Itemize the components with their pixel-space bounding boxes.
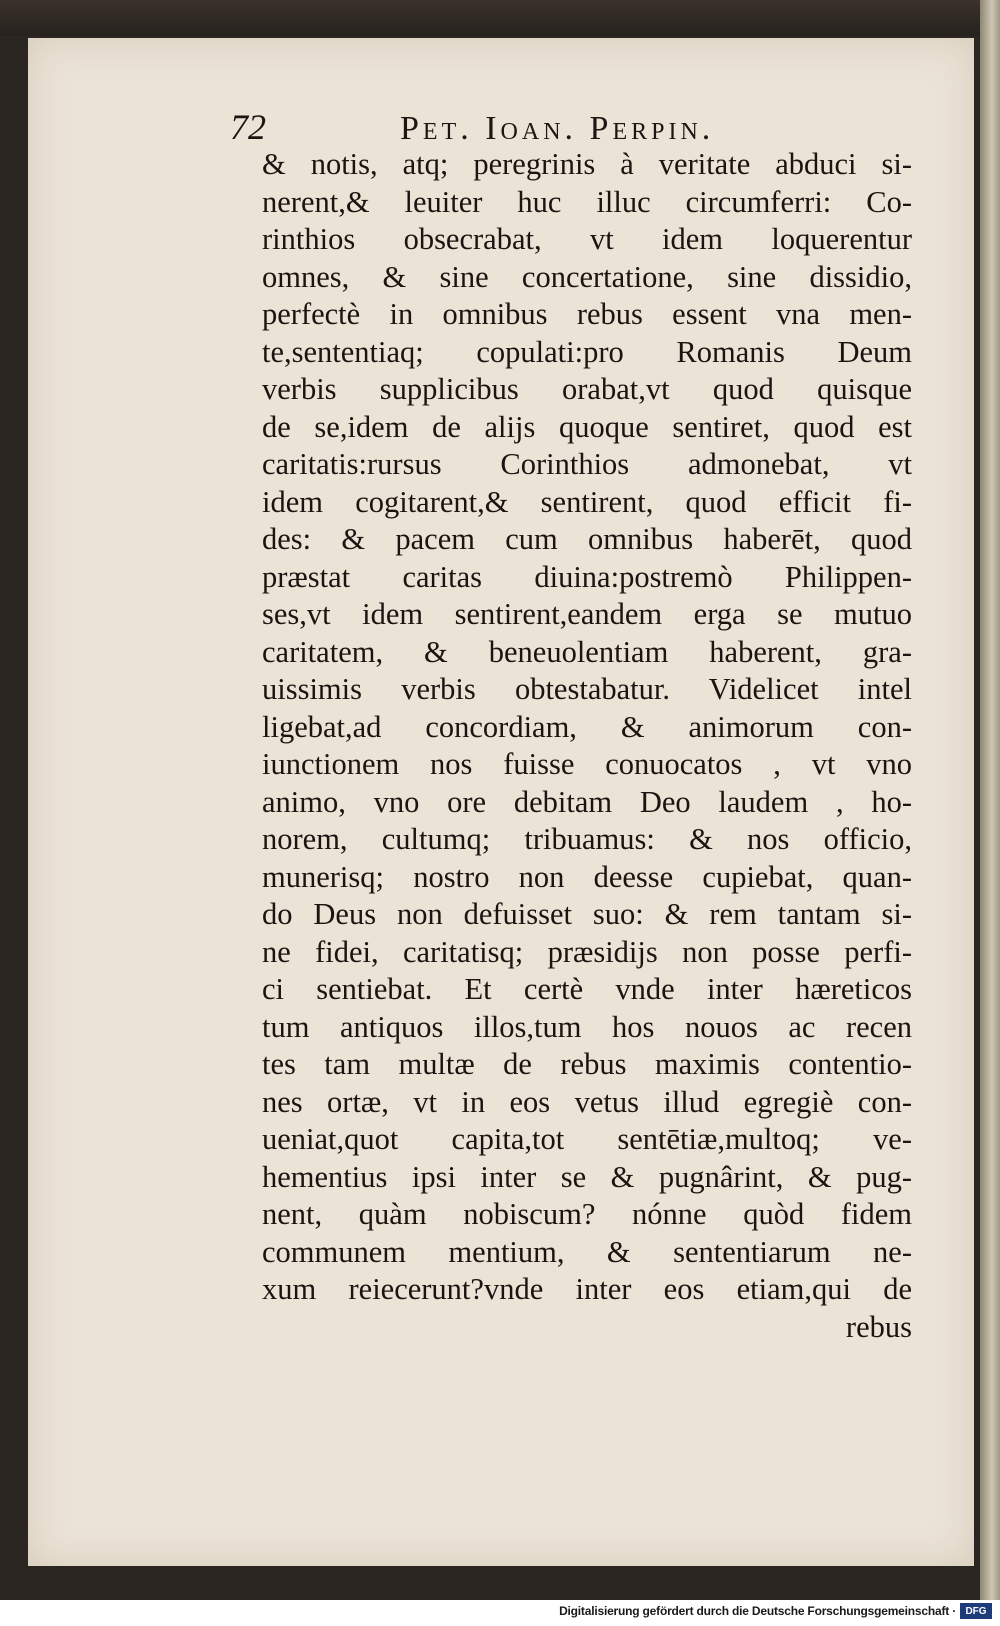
text-line: caritatem, & beneuolentiam haberent, gra- [262,634,912,669]
text-line: idem cogitarent,& sentirent, quod efficit fi- [262,484,912,519]
text-line: omnes, & sine concertatione, sine dissidio, [262,259,912,294]
scan-right-edge [980,0,1000,1600]
text-line: des: & pacem cum omnibus haberēt, quod [262,522,912,556]
text-line: norem, cultumq; tribuamus: & nos officio, [262,822,912,856]
text-line: rinthios obsecrabat, vt idem loquerentur [262,222,912,256]
dfg-logo: DFG [960,1603,992,1619]
text-line: iunctionem nos fuisse conuocatos , vt vno [262,747,912,781]
text-line: hementius ipsi inter se & pugnârint, & pug- [262,1159,912,1194]
text-line: tes tam multæ de rebus maximis contentio- [262,1047,912,1081]
text-line: te,sententiaq; copulati:pro Romanis Deum [262,334,912,369]
text-line: ses,vt idem sentirent,eandem erga se mutuo [262,597,912,631]
text-line: nerent,& leuiter huc illuc circumferri: Co- [262,184,912,219]
text-line: nent, quàm nobiscum? nónne quòd fidem [262,1197,912,1231]
text-line: communem mentium, & sententiarum ne- [262,1234,912,1269]
text-line: munerisq; nostro non deesse cupiebat, quan- [262,859,912,894]
text-line: de se,idem de alijs quoque sentiret, quod est [262,409,912,444]
text-line: præstat caritas diuina:postremò Philippen- [262,559,912,594]
text-line: ci sentiebat. Et certè vnde inter hæreticos [262,972,912,1006]
text-line: do Deus non defuisset suo: & rem tantam si- [262,897,912,931]
text-line: verbis supplicibus orabat,vt quod quisque [262,372,912,406]
text-line: ueniat,quot capita,tot sentētiæ,multoq; ve- [262,1122,912,1156]
text-line: xum reiecerunt?vnde inter eos etiam,qui de [262,1272,912,1306]
footer-credit: Digitalisierung gefördert durch die Deutsche Forschungsgemeinschaft · [559,1604,956,1618]
text-line: ligebat,ad concordiam, & animorum con- [262,709,912,744]
text-line: uissimis verbis obtestabatur. Videlicet intel [262,672,912,706]
text-line: animo, vno ore debitam Deo laudem , ho- [262,784,912,819]
text-line: tum antiquos illos,tum hos nouos ac recen [262,1009,912,1044]
text-line: perfectè in omnibus rebus essent vna men- [262,297,912,331]
body-text [262,146,912,1346]
text-line: ne fidei, caritatisq; præsidijs non posse perfi- [262,934,912,969]
text-line: nes ortæ, vt in eos vetus illud egregiè con- [262,1084,912,1119]
text-line: caritatis:rursus Corinthios admonebat, vt [262,447,912,481]
catchword: rebus [845,1309,912,1344]
page-number: 72 [230,107,266,147]
text-line: & notis, atq; peregrinis à veritate abduci si- [262,147,912,181]
scan-top-edge [0,0,1000,36]
running-title: Pet. Ioan. Perpin. [400,110,715,147]
